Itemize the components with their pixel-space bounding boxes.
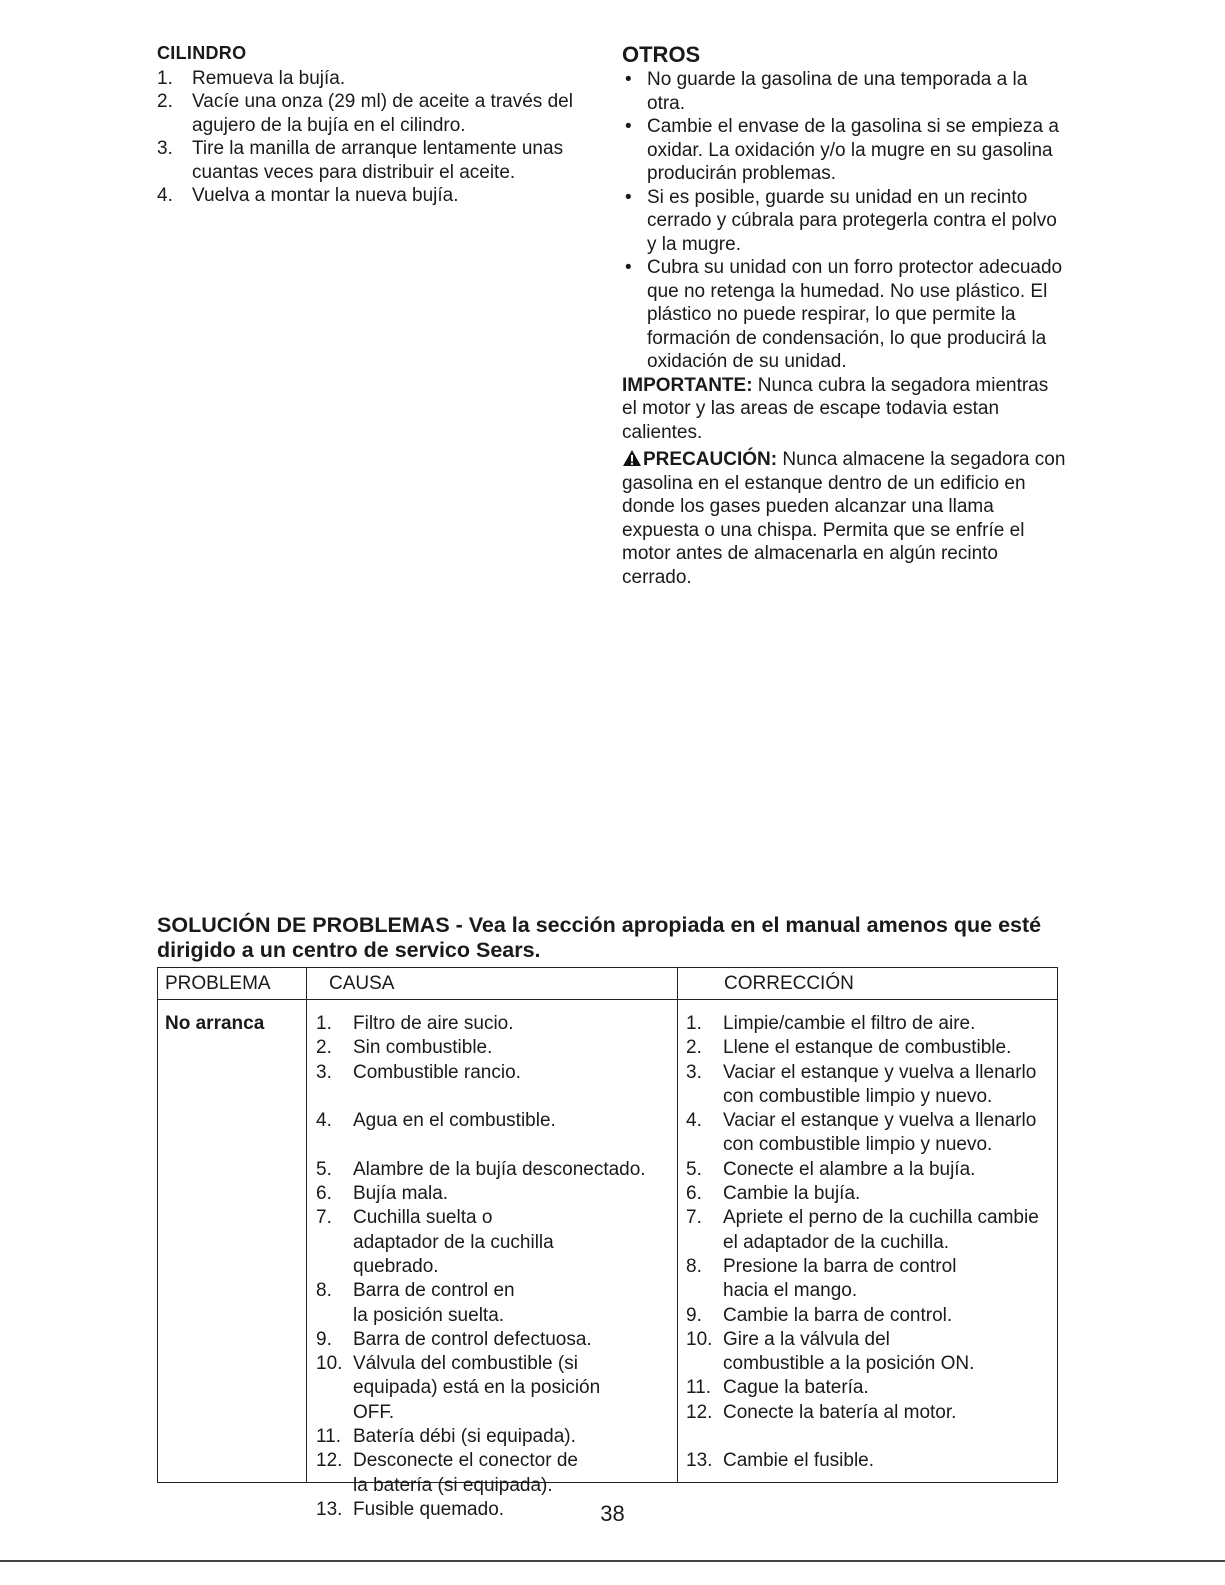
- otros-heading: OTROS: [622, 42, 701, 67]
- causes-column: [316, 1012, 674, 1522]
- table-row: 11. Batería débi (si equipada).: [316, 1426, 576, 1448]
- table-row: 12. Conecte la batería al motor.: [686, 1401, 957, 1423]
- table-row: 13. Cambie el fusible.: [686, 1450, 875, 1472]
- warning-triangle-icon: [622, 449, 642, 467]
- cilindro-section: [157, 42, 602, 208]
- column-divider: [306, 968, 307, 1482]
- table-row: 9. Cambie la barra de control.: [686, 1304, 953, 1326]
- page-number: 38: [600, 1501, 625, 1526]
- table-row: 6. Bujía mala.: [316, 1183, 449, 1205]
- list-item: • No guarde la gasolina de una temporada a la otra.: [625, 69, 1028, 114]
- list-item: 1. Remueva la bujía.: [157, 67, 346, 89]
- cilindro-heading: CILINDRO: [157, 43, 247, 63]
- troubleshooting-title: SOLUCIÓN DE PROBLEMAS - Vea la sección apropiada en el manual amenos que esté dirigido a un centro de servico Sears.: [157, 913, 1042, 962]
- list-item: • Cubra su unidad con un forro protector adecuado que no retenga la humedad. No use plástico. El plástico no puede respirar, lo que permite la formación de condensación, lo que producirá la oxidación de su unidad.: [625, 257, 1063, 372]
- table-row: 8. Barra de control en la posición suelta.: [316, 1280, 515, 1326]
- otros-bullets: [622, 68, 1067, 374]
- table-row: 13. Fusible quemado.: [316, 1498, 505, 1520]
- table-row: 5. Conecte el alambre a la bujía.: [686, 1158, 976, 1180]
- list-item: 2. Vacíe una onza (29 ml) de aceite a través del agujero de la bujía en el cilindro.: [157, 91, 573, 136]
- precaucion-label: PRECAUCIÓN:: [643, 449, 778, 470]
- problem-no-arranca: No arranca: [165, 1013, 265, 1034]
- cilindro-steps: [157, 67, 602, 208]
- importante-note: IMPORTANTE: Nunca cubra la segadora mientras el motor y las areas de escape todavia estan calientes.: [622, 374, 1049, 443]
- table-row: 10. Gire a la válvula del combustible a la posición ON.: [686, 1328, 975, 1375]
- bottom-divider: [0, 1560, 1225, 1562]
- table-row: 3. Combustible rancio.: [316, 1061, 521, 1083]
- column-divider: [677, 968, 678, 1482]
- table-row: 8. Presione la barra de control hacia el mango.: [686, 1255, 957, 1302]
- otros-section: [622, 42, 1067, 589]
- table-row: 4. Vaciar el estanque y vuelva a llenarlo con combustible limpio y nuevo.: [686, 1110, 1037, 1156]
- table-row: 7. Apriete el perno de la cuchilla cambie el adaptador de la cuchilla.: [686, 1207, 1039, 1253]
- corrections-column: [686, 1012, 1058, 1474]
- table-row: 12. Desconecte el conector de la batería (si equipada).: [316, 1450, 578, 1496]
- list-item: 3. Tire la manilla de arranque lentamente unas cuantas veces para distribuir el aceite.: [157, 138, 564, 183]
- importante-label: IMPORTANTE:: [622, 374, 753, 396]
- table-row: 2. Llene el estanque de combustible.: [686, 1037, 1012, 1059]
- table-row: 3. Vaciar el estanque y vuelva a llenarlo con combustible limpio y nuevo.: [686, 1061, 1037, 1107]
- header-causa: CAUSA: [329, 973, 395, 994]
- table-row: 10. Válvula del combustible (si equipada) está en la posición OFF.: [316, 1353, 601, 1423]
- table-row: 1. Filtro de aire sucio.: [316, 1013, 514, 1034]
- table-row: 4. Agua en el combustible.: [316, 1110, 556, 1132]
- list-item: • Si es posible, guarde su unidad en un recinto cerrado y cúbrala para protegerla contra el polvo y la mugre.: [625, 186, 1057, 255]
- table-row: 7. Cuchilla suelta o adaptador de la cuchilla quebrado.: [316, 1207, 554, 1277]
- table-row: 1. Limpie/cambie el filtro de aire.: [686, 1013, 976, 1034]
- table-row: 2. Sin combustible.: [316, 1037, 493, 1059]
- table-row: 5. Alambre de la bujía desconectado.: [316, 1158, 646, 1180]
- precaucion-note: PRECAUCIÓN: Nunca almacene la segadora con gasolina en el estanque dentro de un edificio en donde los gases pueden alcanzar una llama expuesta o una chispa. Permita que se enfríe el motor antes de almacenarla en algún recinto cerrado.: [622, 449, 1066, 588]
- header-divider: [158, 999, 1057, 1000]
- header-correccion: CORRECCIÓN: [724, 973, 854, 994]
- table-row: 9. Barra de control defectuosa.: [316, 1328, 592, 1350]
- table-row: 11. Cague la batería.: [686, 1377, 869, 1399]
- list-item: • Cambie el envase de la gasolina si se empieza a oxidar. La oxidación y/o la mugre en su gasolina producirán problemas.: [625, 116, 1059, 184]
- list-item: 4. Vuelva a montar la nueva bujía.: [157, 185, 459, 206]
- header-problema: PROBLEMA: [165, 973, 271, 994]
- table-row: 6. Cambie la bujía.: [686, 1183, 861, 1205]
